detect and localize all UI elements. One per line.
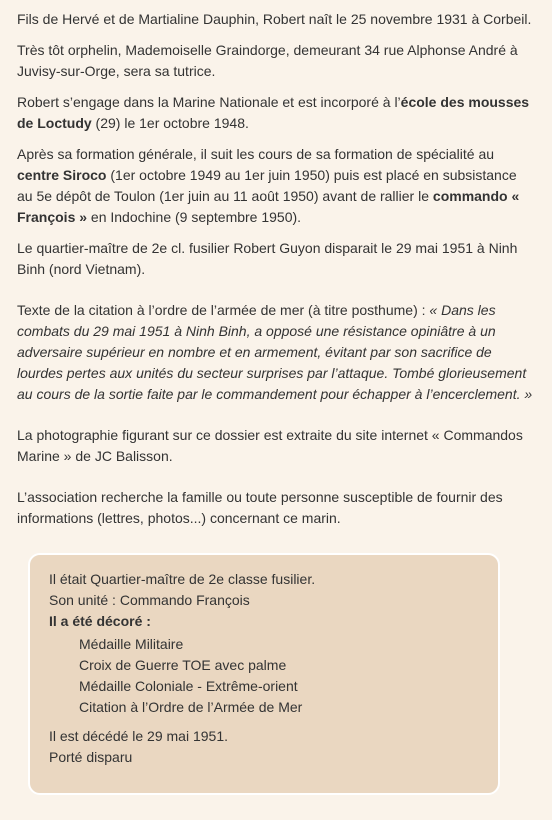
service-summary-card bbox=[28, 553, 500, 795]
text: Texte de la citation à l’ordre de l’armée de mer (à titre posthume) : bbox=[17, 302, 430, 318]
paragraph-training bbox=[17, 144, 536, 228]
rank-line: Il était Quartier-maître de 2e classe fusilier. bbox=[49, 571, 316, 587]
text: (29) le 1er octobre 1948. bbox=[91, 115, 249, 131]
list-item: Médaille Coloniale - Extrême-orient bbox=[79, 678, 298, 694]
list-item: Croix de Guerre TOE avec palme bbox=[79, 657, 287, 673]
school-name: école des mousses de Loctudy bbox=[17, 94, 530, 131]
list-item: Citation à l’Ordre de l’Armée de Mer bbox=[79, 699, 303, 715]
citation-quote: « Dans les combats du 29 mai 1951 à Ninh Binh, a opposé une résistance opiniâtre à un adversaire supérieur en nombre et en armement, évitant par son sacrifice de lourdes pertes aux unités du secteur surprises par l’attaque. Tombé glorieusement au cours de la sortie faite par le commandement pour échapper à l’encerclement. » bbox=[17, 302, 533, 402]
commando-name: commando « François » bbox=[17, 188, 520, 225]
status-line: Porté disparu bbox=[49, 749, 133, 765]
decorations-list bbox=[49, 634, 478, 718]
death-line: Il est décédé le 29 mai 1951. bbox=[49, 728, 229, 744]
paragraph-appeal: L’association recherche la famille ou toute personne susceptible de fournir des informations (lettres, photos...) concernant ce marin. bbox=[17, 489, 503, 526]
text: (1er octobre 1949 au 1er juin 1950) puis est placé en subsistance au 5e dépôt de Toulon (1er juin au 11 août 1950) avant de rallier le bbox=[17, 167, 517, 204]
decorations-heading: Il a été décoré : bbox=[49, 613, 151, 629]
list-item: Médaille Militaire bbox=[79, 636, 184, 652]
paragraph-citation bbox=[17, 300, 536, 405]
paragraph-disappearance: Le quartier-maître de 2e cl. fusilier Robert Guyon disparait le 29 mai 1951 à Ninh Binh (nord Vietnam). bbox=[17, 240, 518, 277]
training-center: centre Siroco bbox=[17, 167, 107, 183]
text: Robert s’engage dans la Marine Nationale et est incorporé à l’ bbox=[17, 94, 401, 110]
paragraph-guardian: Très tôt orphelin, Mademoiselle Graindorge, demeurant 34 rue Alphonse André à Juvisy-sur-Orge, sera sa tutrice. bbox=[17, 42, 518, 79]
text: en Indochine (9 septembre 1950). bbox=[87, 209, 302, 225]
text: Après sa formation générale, il suit les cours de sa formation de spécialité au bbox=[17, 146, 495, 162]
paragraph-enlistment bbox=[17, 92, 536, 134]
paragraph-birth: Fils de Hervé et de Martialine Dauphin, Robert naît le 25 novembre 1931 à Corbeil. bbox=[17, 11, 532, 27]
unit-line: Son unité : Commando François bbox=[49, 592, 250, 608]
paragraph-photo-source: La photographie figurant sur ce dossier est extraite du site internet « Commandos Marine » de JC Balisson. bbox=[17, 427, 523, 464]
